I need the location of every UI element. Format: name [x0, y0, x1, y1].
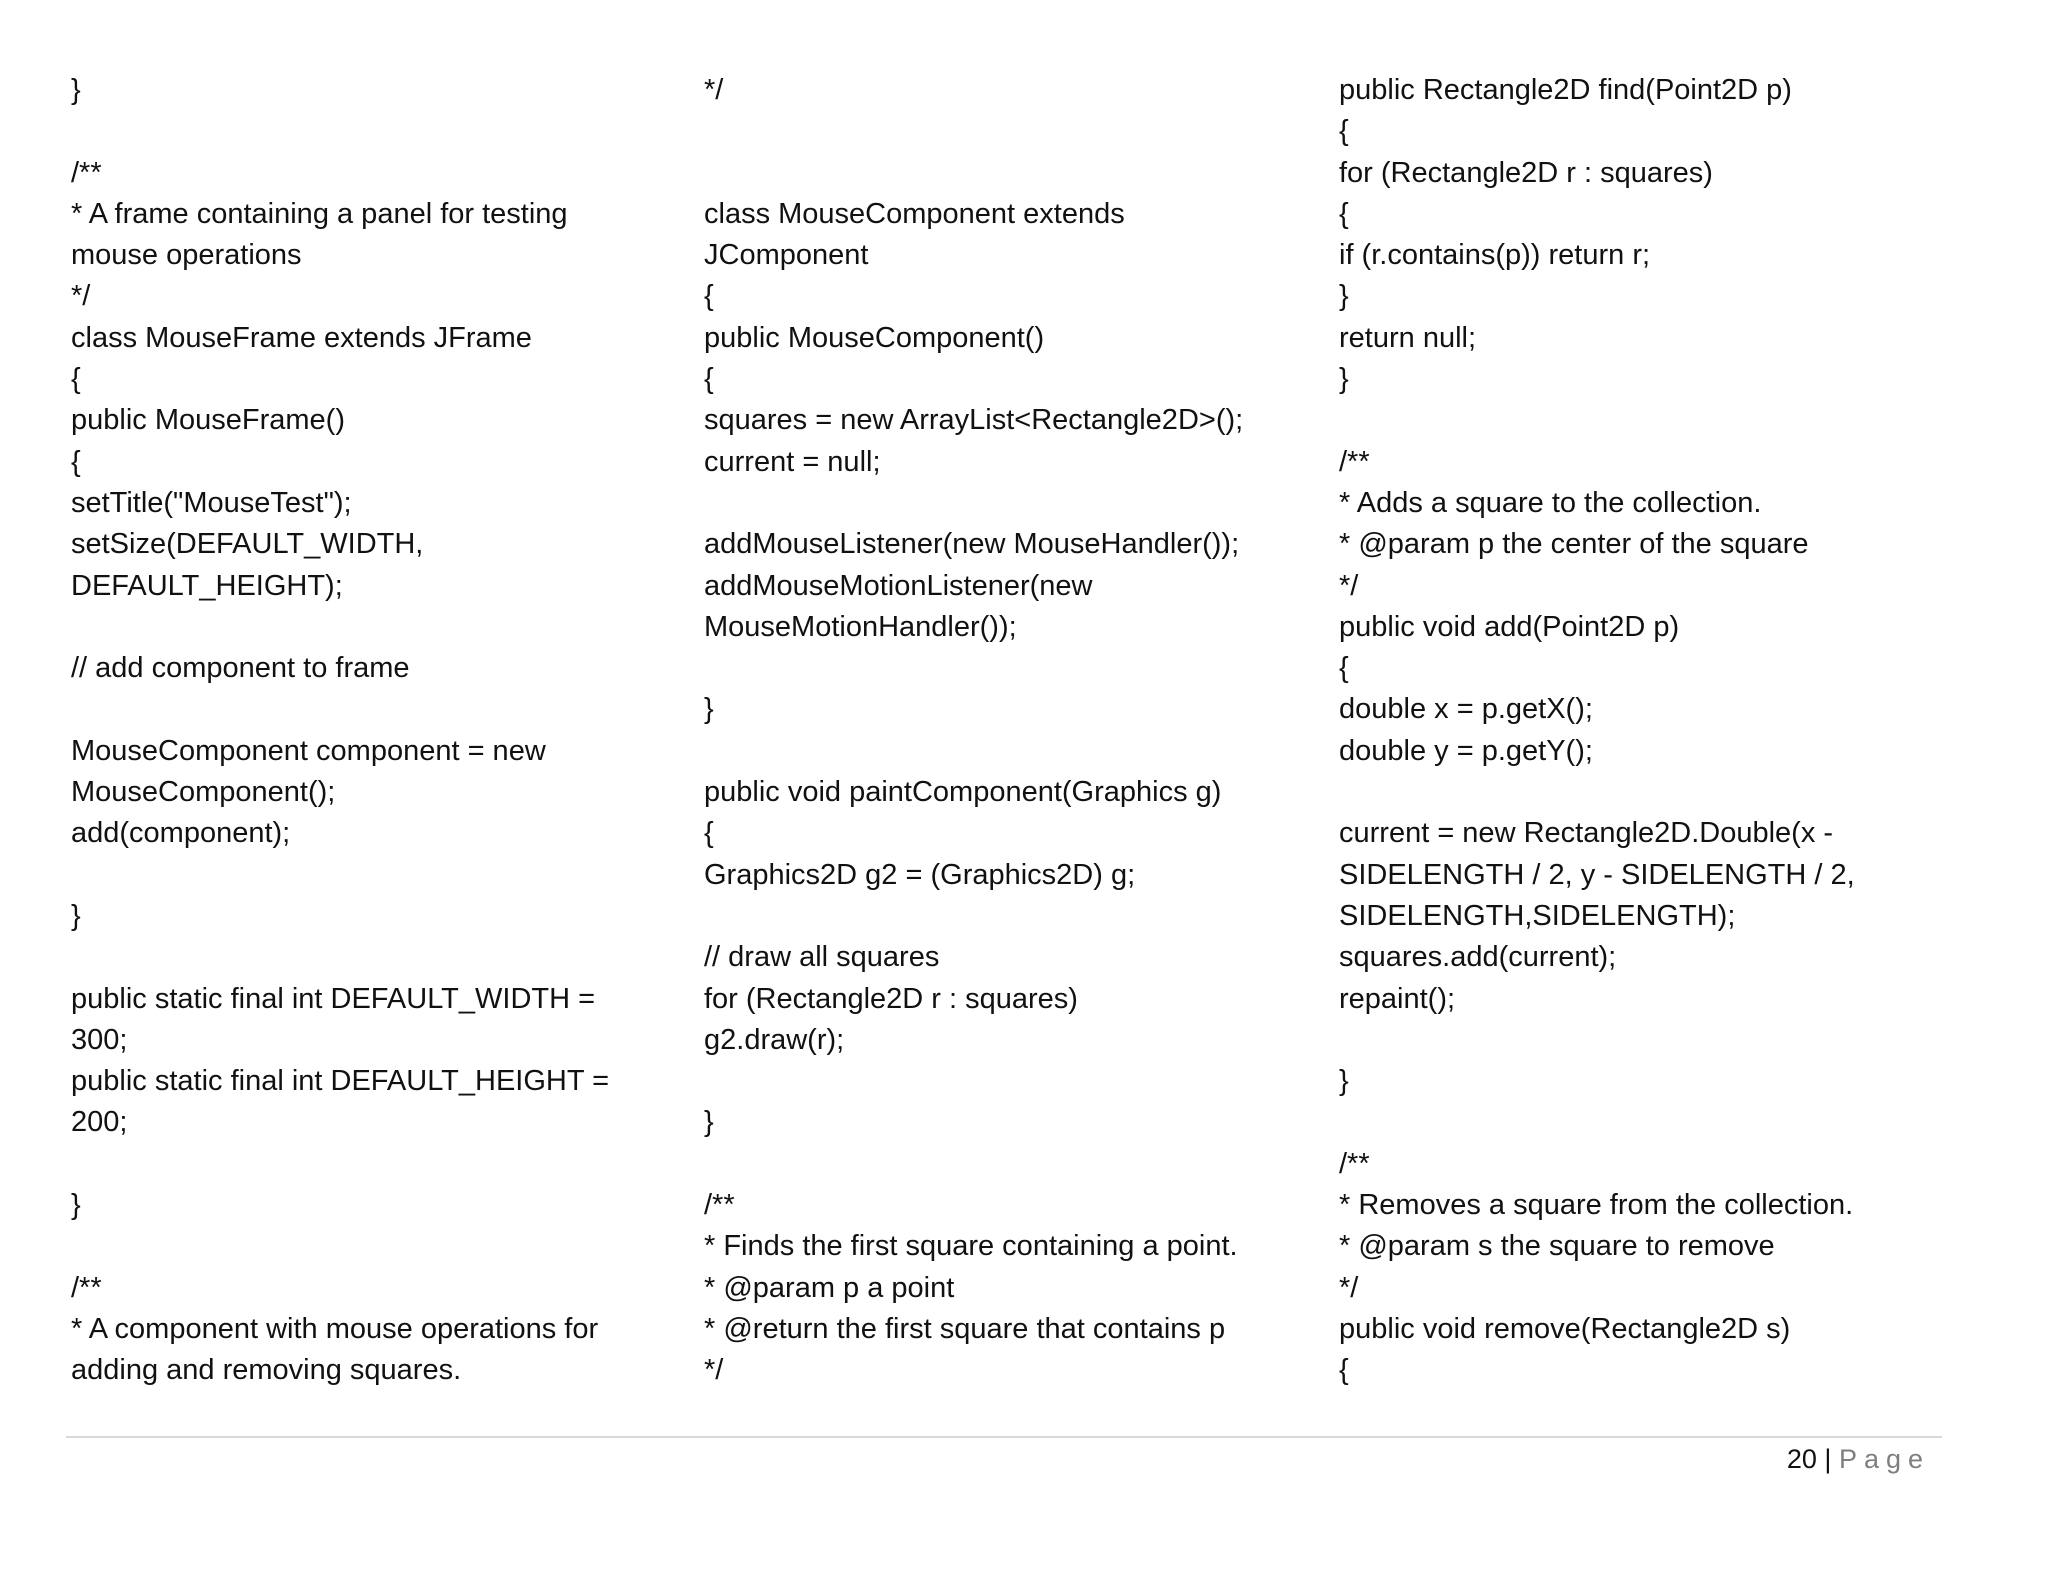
text-line: * Finds the first square containing a point.: [704, 1230, 1238, 1263]
text-line: */: [1339, 569, 1359, 602]
text-line: repaint();: [1339, 982, 1456, 1015]
text-line: */: [1339, 1271, 1359, 1304]
text-line: return null;: [1339, 321, 1477, 354]
text-line: * @param p a point: [704, 1271, 955, 1304]
text-line: [704, 111, 1304, 152]
text-line: [71, 937, 671, 978]
text-line: SIDELENGTH,SIDELENGTH);: [1339, 899, 1736, 932]
text-line: SIDELENGTH / 2, y - SIDELENGTH / 2,: [1339, 858, 1855, 891]
text-line: {: [704, 363, 714, 396]
text-line: addMouseListener(new MouseHandler());: [704, 528, 1240, 561]
text-line: for (Rectangle2D r : squares): [1339, 156, 1713, 189]
text-line: current = null;: [704, 445, 881, 478]
text-line: JComponent: [704, 239, 869, 272]
text-line: [1339, 772, 1979, 813]
text-line: {: [1339, 197, 1349, 230]
text-line: setTitle("MouseTest");: [71, 486, 352, 519]
text-line: public void add(Point2D p): [1339, 610, 1680, 643]
text-line: [704, 483, 1304, 524]
text-line: add(component);: [71, 817, 291, 850]
text-line: 200;: [71, 1106, 128, 1139]
footer-separator: |: [1824, 1444, 1832, 1474]
text-line: double y = p.getY();: [1339, 734, 1593, 767]
text-line: }: [71, 899, 81, 932]
text-line: setSize(DEFAULT_WIDTH,: [71, 528, 424, 561]
text-line: public MouseComponent(): [704, 321, 1045, 354]
text-line: [704, 731, 1304, 772]
text-line: * @param p the center of the square: [1339, 528, 1809, 561]
text-line: MouseMotionHandler());: [704, 610, 1017, 643]
text-line: /**: [1339, 445, 1370, 478]
text-line: }: [1339, 1065, 1349, 1098]
text-line: public void remove(Rectangle2D s): [1339, 1312, 1791, 1345]
text-line: */: [71, 280, 91, 313]
text-line: [704, 896, 1304, 937]
text-line: squares = new ArrayList<Rectangle2D>();: [704, 404, 1244, 437]
text-line: [1339, 1102, 1979, 1143]
text-line: public void paintComponent(Graphics g): [704, 776, 1222, 809]
text-line: /**: [71, 156, 102, 189]
text-line: /**: [71, 1271, 102, 1304]
text-line: }: [71, 74, 81, 106]
text-line: * Adds a square to the collection.: [1339, 486, 1762, 519]
text-line: }: [71, 1189, 81, 1222]
text-line: if (r.contains(p)) return r;: [1339, 239, 1651, 272]
text-column-right: [1339, 70, 1979, 1392]
text-line: MouseComponent component = new: [71, 734, 546, 767]
text-line: [704, 153, 1304, 194]
text-line: * Removes a square from the collection.: [1339, 1189, 1854, 1222]
text-line: [71, 1144, 671, 1185]
text-line: * A component with mouse operations for: [71, 1312, 599, 1345]
text-line: [71, 1226, 671, 1267]
text-column-left: [71, 70, 671, 1392]
text-line: [71, 607, 671, 648]
text-line: [1339, 400, 1979, 441]
text-line: {: [1339, 115, 1349, 148]
text-line: public MouseFrame(): [71, 404, 345, 437]
text-line: 300;: [71, 1023, 128, 1056]
text-line: squares.add(current);: [1339, 941, 1617, 974]
text-line: }: [1339, 363, 1349, 396]
text-line: // draw all squares: [704, 941, 940, 974]
text-line: g2.draw(r);: [704, 1023, 845, 1056]
text-line: /**: [1339, 1147, 1370, 1180]
text-line: adding and removing squares.: [71, 1354, 462, 1387]
text-line: [704, 1144, 1304, 1185]
text-line: {: [71, 445, 81, 478]
page-label: Page: [1838, 1444, 1930, 1474]
text-line: public Rectangle2D find(Point2D p): [1339, 74, 1792, 106]
text-line: [1339, 1020, 1979, 1061]
text-line: {: [704, 280, 714, 313]
text-line: [71, 689, 671, 730]
text-line: class MouseComponent extends: [704, 197, 1125, 230]
text-line: */: [704, 74, 724, 106]
page-footer: [1787, 1441, 1930, 1477]
text-column-middle: [704, 70, 1304, 1392]
text-line: }: [704, 693, 714, 726]
text-line: double x = p.getX();: [1339, 693, 1593, 726]
text-line: }: [1339, 280, 1349, 313]
text-line: {: [1339, 652, 1349, 685]
text-line: Graphics2D g2 = (Graphics2D) g;: [704, 858, 1136, 891]
text-line: [704, 648, 1304, 689]
text-line: MouseComponent();: [71, 776, 336, 809]
footer-divider: [66, 1436, 1942, 1438]
text-line: * @return the first square that contains p: [704, 1312, 1226, 1345]
text-line: addMouseMotionListener(new: [704, 569, 1093, 602]
text-line: DEFAULT_HEIGHT);: [71, 569, 343, 602]
text-line: */: [704, 1354, 724, 1387]
text-line: [71, 855, 671, 896]
text-line: current = new Rectangle2D.Double(x -: [1339, 817, 1834, 850]
text-line: * @param s the square to remove: [1339, 1230, 1775, 1263]
text-line: /**: [704, 1189, 735, 1222]
text-line: // add component to frame: [71, 652, 410, 685]
text-line: class MouseFrame extends JFrame: [71, 321, 532, 354]
page-number: 20: [1786, 1444, 1817, 1474]
text-line: [71, 111, 671, 152]
text-line: mouse operations: [71, 239, 302, 272]
text-line: public static final int DEFAULT_WIDTH =: [71, 982, 596, 1015]
text-line: }: [704, 1106, 714, 1139]
text-line: {: [71, 363, 81, 396]
text-line: {: [704, 817, 714, 850]
text-line: [704, 1061, 1304, 1102]
text-line: for (Rectangle2D r : squares): [704, 982, 1078, 1015]
text-line: * A frame containing a panel for testing: [71, 197, 568, 230]
text-line: public static final int DEFAULT_HEIGHT =: [71, 1065, 610, 1098]
text-line: {: [1339, 1354, 1349, 1387]
